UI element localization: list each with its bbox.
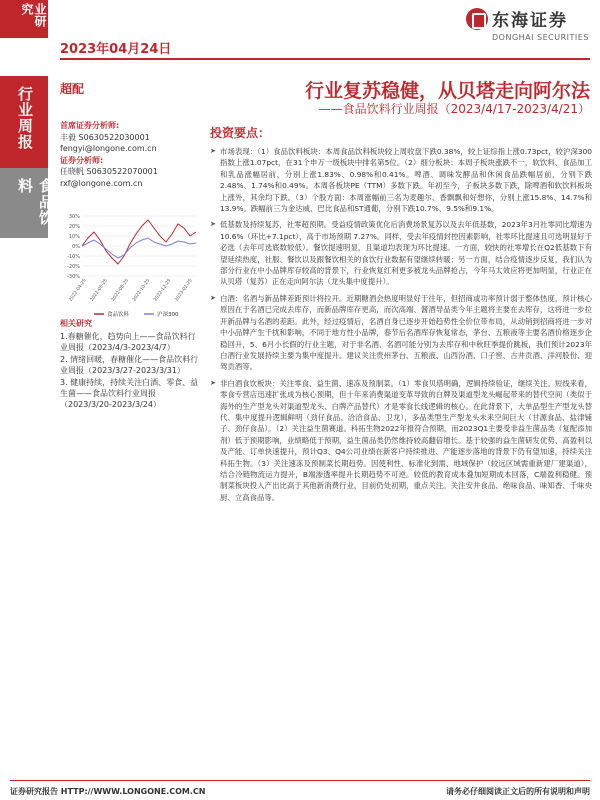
invest-body <box>210 146 592 508</box>
report-subtitle: ——食品饮料行业周报（2023/4/17-2023/4/21） <box>318 102 590 116</box>
company-logo <box>466 6 590 42</box>
invest-point-market: ➤ 市场表现：（1）食品饮料板块：本周食品饮料板块较上周收盘下跌0.38%，较上证综指上涨0.73pct，较沪深300指数上涨1.07pct，在31个申万一级板块中排名第5位。（2）细分板块：本周子板块涨跌不一，软饮料、食品加工和乳品涨幅居前，分别上涨1.83%、0.98%和0.41%。啤酒、调味发酵品和休闲食品跌幅居前，分别下跌2.48%、1.74%和0.49%。本周各板块PE（TTM）多数下跌。年初至今，子板块多数下跌，除啤酒和软饮料板块上涨外，其余均下跌。（3）个股方面：本周涨幅前三名为麦趣尔、香飘飘和好想你，分别上涨15.8%、14.7%和13.9%。跌幅前三为金达威、巴比食品和ST通葡，分别下跌10.7%、9.5%和9.1%。 <box>210 146 592 214</box>
y-tick-label: 10% <box>68 234 80 240</box>
report-type-tag: 业研究 <box>0 0 48 38</box>
x-tick-label: 2022-06-25 <box>89 278 109 303</box>
report-date: 2023年04月24日 <box>60 42 172 57</box>
invest-point-retail: ➤ 低基数及持续复苏，社零超预期。受益疫情政策优化后消费场景复苏以及去年低基数，2023年3月社零同比增速为10.6%（环比+7.1pct），高于市场预期 7.27%。同样，受去年疫情封控因素影响，社零环比提速且可选明显好于必选（去年可选底数较低）。餐饮提速明显，且渠道均表现为环比提速。一方面，较快的社零增长在Q2低基数下有望延续热度，社服、餐饮以及跟餐饮相关的食饮行业数据有望继续转暖；另一方面，结合疫情逐步反复，我们认为部分行业在中小品牌库存较高的背景下，行业恢复红利更多被龙头品牌抢占，今年马太效应将更加明显，行业正在从贝塔（复苏）正在走向阿尔法（龙头集中度提升）。 <box>210 219 592 287</box>
footer-divider <box>10 780 590 781</box>
related-research <box>60 318 200 411</box>
side-tag-weekly: 行业周报 <box>0 76 48 168</box>
performance-chart-svg <box>60 212 200 320</box>
x-tick-label: 2022-08-25 <box>110 278 131 303</box>
invest-heading: 投资要点： <box>210 126 271 140</box>
analyst-label-chief: 首席证券分析师: <box>60 121 120 130</box>
analyst-email-2[interactable]: rxf@longone.com.cn <box>60 178 143 188</box>
analyst-block <box>60 120 200 189</box>
analyst-name-1: 丰毅 S0630522030001 <box>60 132 150 142</box>
x-tick-label: 2023-02-25 <box>174 278 194 303</box>
footer-left[interactable]: 证券研究报告 HTTP://WWW.LONGONE.COM.CN <box>10 787 206 796</box>
x-tick-label: 2022-04-25 <box>68 278 88 303</box>
y-tick-label: 20% <box>68 224 80 230</box>
legend-label: 沪深300 <box>157 312 179 318</box>
performance-chart <box>60 212 200 320</box>
x-tick-label: 2022-10-25 <box>132 278 152 303</box>
footer-disclaimer: 请务必仔细阅读正文后的所有说明和声明 <box>446 787 590 796</box>
y-tick-label: 0% <box>72 244 80 250</box>
side-tag-industry: 食品饮料 <box>0 168 48 238</box>
related-label: 相关研究 <box>60 319 92 328</box>
invest-point-non-baijiu: ➤ 非白酒食饮板块：关注零食、益生菌、速冻及预制菜。（1）零食贝塔明确，逻辑持续验证，继续关注。短线来看，零食专营店迅速扩张成为核心预期，但十年来消费渠道变革导致的白牌及渠道型龙头崛起带来的替代空间（类似于海外的生产型龙头对渠道型龙头、白牌产品替代）才是零食长线逻辑的核心。在此背景下，大单品型生产型龙头替代、集中度提升逻辑鲜明（劲仔食品、洽洽食品、卫龙），多品类型生产型龙头未来空间巨大（甘源食品、盐津铺子、劲仔食品）。（2）关注益生菌赛道。科拓生物2022年报符合预期，而2023Q1主要受非益生菌品类（复配添加剂）低于预期影响，业绩略低于预期，益生菌品类仍然维持较高翻倍增长。基于较强的益生菌研发优势、高盈利以及产能、订单快速提升，预计Q3、Q4公司业绩在新客户持续推进、产能逐步落地的背景下仍有望加速，持续关注科拓生物。（3）关注速冻及预制菜长期趋势。因使利性、标准化到需、地域保护（较远区域需重新建厂建渠道），结合冷链物流运力提升，B端渗透率提升长期趋势不可逆。较低的教育成本叠加短期成本回落，C端盈利稳健。预制菜板块投入产出比高于其他新消费行业，目前仍处初期，重点关注。关注安井食品、绝味食品、味知香、千味央厨、立高食品等。 <box>210 378 592 503</box>
analyst-name-2: 任晓帆 S0630522070001 <box>60 167 158 176</box>
y-tick-label: -10% <box>67 254 80 260</box>
rating: 超配 <box>60 82 85 96</box>
logo-cn-text: 东海证券 <box>492 11 568 31</box>
related-item[interactable]: 2. 情绪回暖，春糖催化——食品饮料行业周报（2023/3/27-2023/3/31） <box>60 355 199 375</box>
logo-en-text: DONGHAI SECURITIES <box>492 33 589 42</box>
analyst-label: 证券分析师: <box>60 155 104 165</box>
header-divider <box>60 58 590 60</box>
report-title: 行业复苏稳健，从贝塔走向阿尔法 <box>304 80 590 102</box>
y-tick-label: 30% <box>68 214 80 220</box>
related-item[interactable]: 1.春糖催化，趋势向上——食品饮料行业周报（2023/4/3-2023/4/7） <box>60 332 196 352</box>
related-item[interactable]: 3. 健康持续，持续关注白酒、零食、益生菌——食品饮料行业周报（2023/3/20-2023/3/24） <box>60 378 199 409</box>
series-line-沪深300 <box>82 238 196 258</box>
y-tick-label: -20% <box>67 264 80 270</box>
legend-label: 食品饮料 <box>107 312 130 318</box>
y-tick-label: -30% <box>67 274 80 280</box>
x-tick-label: 2022-12-25 <box>153 278 173 303</box>
invest-point-baijiu: ➤ 白酒：名酒与新品牌差距预计将拉开。近期糖酒会热度明显好于往年，但招商或功率预计弱于整体热度，预计核心原因在于名酒已完成去库存，而新品牌库存更高，而次高端、酱酒导品类今年主题将主要在去库存，这将进一步拉开新品牌与名酒的差距。此外，经过疫情后，名酒自身已逐步开始趋势性全价位带布局，从动销到招商将进一步对中小品牌产生干扰和影响，不同于地方性小品牌，春节后名酒库存恢复常态，茅台、五粮液等主要名酒价格逐步企稳回升，5、6月小长假的行业主题，对于非名酒、名酒可能分别为去库存和中秋旺季提价跳板，我们预计2023年白酒行业发展持续主要为集中度提升。建议关注贵州茅台、五粮液、山西汾酒、口子窖、古井贡酒、洋河股份、迎驾贡酒等。 <box>210 293 592 373</box>
analyst-email-1[interactable]: fengyi@longone.com.cn <box>60 144 157 153</box>
logo-mark-icon <box>466 8 488 30</box>
